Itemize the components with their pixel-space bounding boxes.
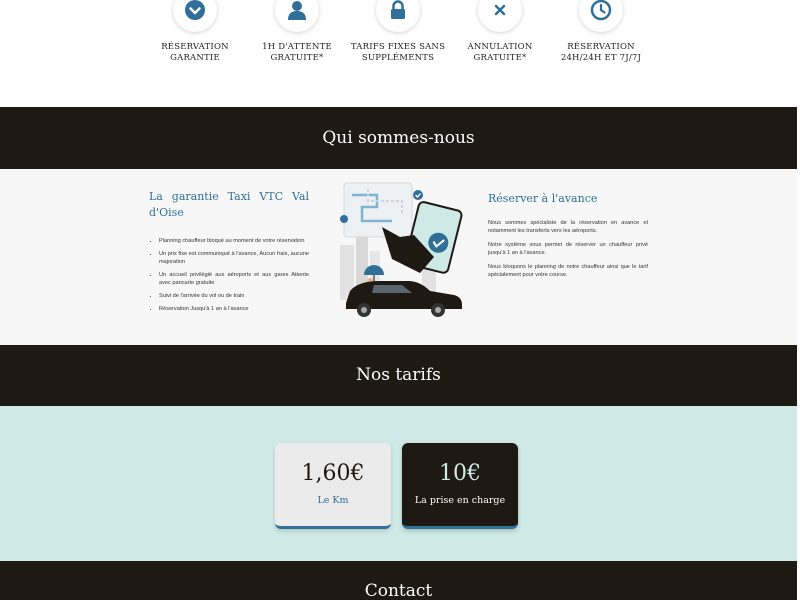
feature-label: RÉSERVATION GARANTIE (161, 42, 229, 63)
section-title: Nos tarifs (356, 365, 441, 385)
price-value: 1,60€ (301, 461, 365, 486)
list-item: • Planning chauffeur bloqué au moment de votre réservation (159, 237, 309, 245)
feature-label: RÉSERVATION 24H/24H ET 7J/7J (560, 42, 642, 63)
price-value: 10€ (439, 461, 481, 486)
section-header-nos-tarifs (0, 345, 797, 406)
list-item: • Suivi de l'arrivée du vol ou de train (159, 292, 309, 300)
about-right-heading: Réserver à l'avance (488, 192, 598, 205)
list-item: • Un prix fixe est communiqué à l'avance, Aucun frais, aucune majoration (159, 250, 309, 266)
price-label: Le Km (317, 495, 349, 506)
paragraph: Nous sommes spécialiste de la réservation en avance et notamment les transferts vers les aéroports. (488, 220, 648, 234)
pricing-section (0, 406, 797, 561)
about-right-column (488, 191, 648, 285)
about-left-heading: La garantie Taxi VTC Val d'Oise (149, 190, 309, 219)
features-row (0, 0, 800, 108)
user-icon (275, 0, 319, 32)
feature-label: ANNULATION GRATUITE* (467, 42, 533, 63)
paragraph: Nous bloquons le planning de notre chauffeur ainsi que le tarif spécialement pour votre course. (488, 264, 648, 278)
paragraph: Notre système vous permet de réserver un chauffeur privé jusqu'à 1 an à l'avance. (488, 242, 648, 256)
section-header-contact (0, 561, 797, 600)
price-label: La prise en charge (414, 495, 506, 506)
list-item: • Réservation Jusqu'à 1 an à l'avance (159, 305, 309, 313)
section-title: Qui sommes-nous (322, 128, 475, 148)
section-header-qui-sommes-nous (0, 107, 797, 169)
price-card-km (275, 443, 391, 529)
guarantee-list (149, 237, 309, 313)
about-left-column (149, 189, 309, 318)
list-item: • Un accueil privilégié aux aéroports et aux gares Attente avec pancarte gratuite (159, 271, 309, 287)
close-icon (478, 0, 522, 32)
price-card-prise-en-charge (402, 443, 518, 529)
shield-check-icon (173, 0, 217, 32)
feature-label: 1H D'ATTENTE GRATUITE* (262, 42, 332, 63)
about-section (0, 169, 797, 345)
feature-label: TARIFS FIXES SANS SUPPLÉMENTS (350, 42, 446, 63)
section-title: Contact (364, 581, 433, 600)
lock-icon (376, 0, 420, 32)
clock-icon (579, 0, 623, 32)
chauffeur-booking-illustration (322, 175, 472, 325)
